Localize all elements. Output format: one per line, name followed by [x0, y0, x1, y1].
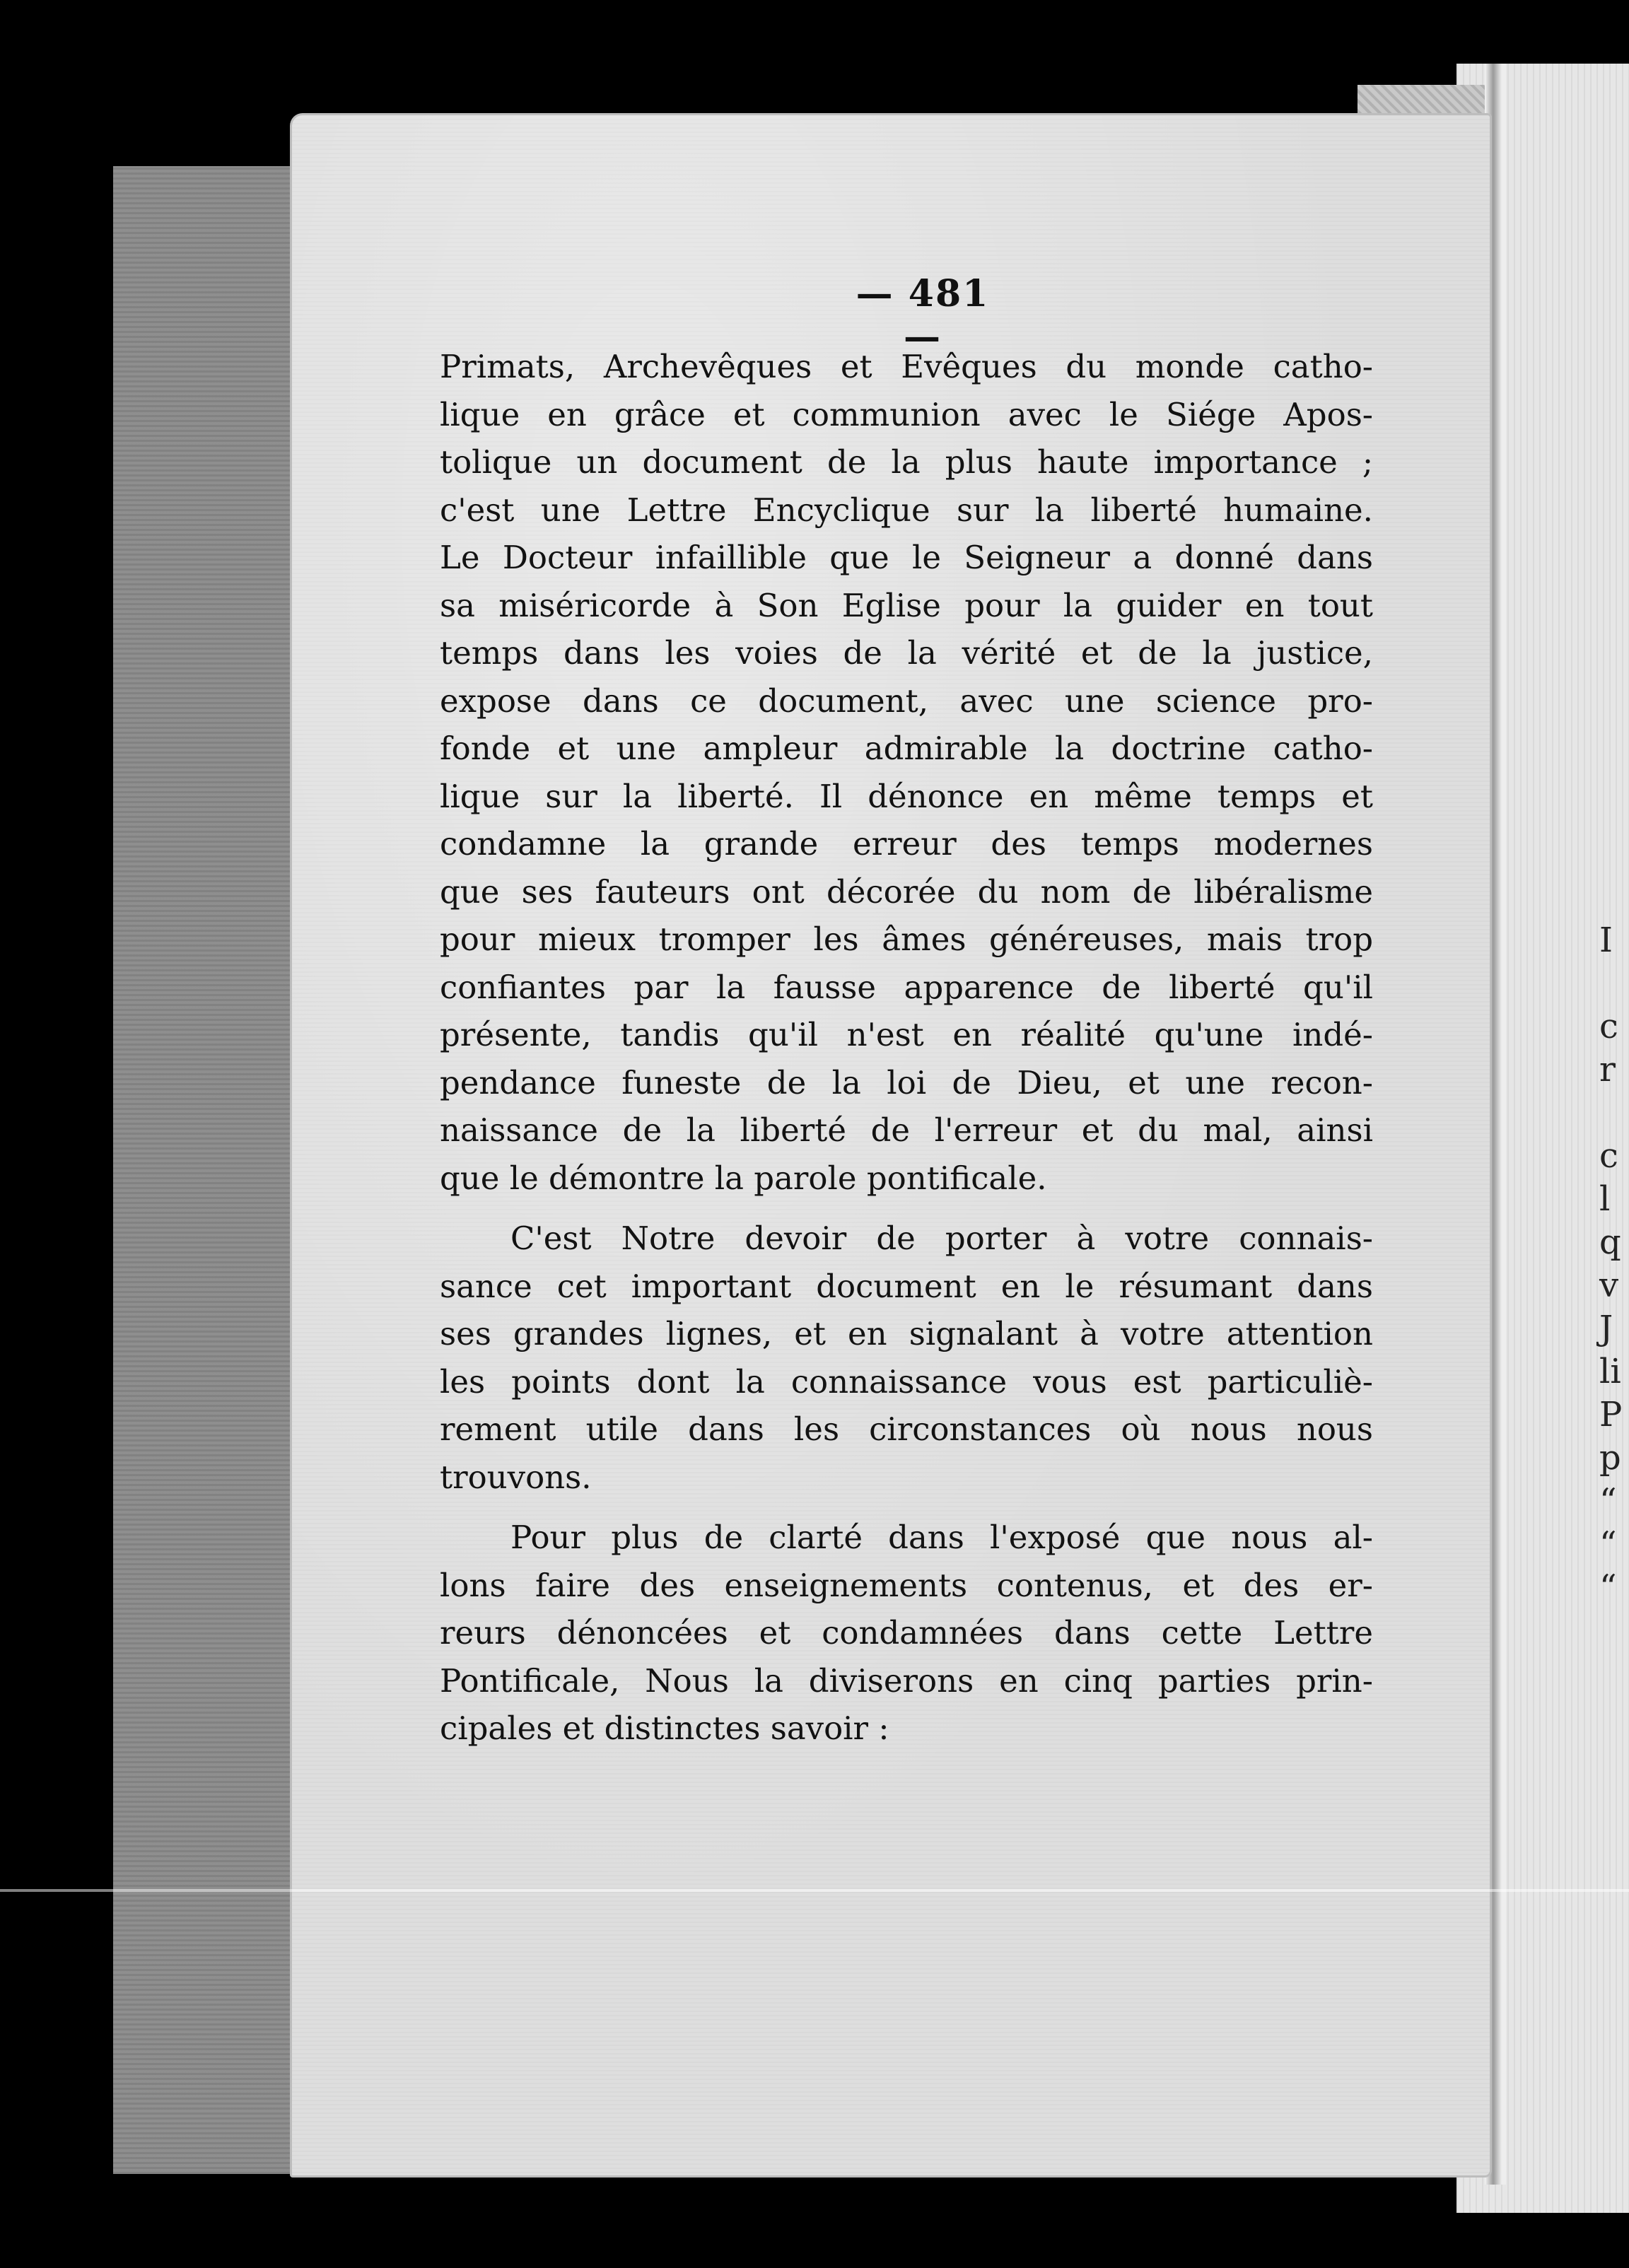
text-line: C'est Notre devoir de porter à votre connais- — [510, 1220, 1373, 1257]
text-line: Primats, Archevêques et Evêques du monde catho- — [440, 348, 1373, 385]
facing-page-glyph: v — [1599, 1265, 1619, 1305]
facing-page-glyphs — [1599, 919, 1629, 1609]
text-line: fonde et une ampleur admirable la doctrine catho- — [440, 730, 1373, 767]
text-line: rement utile dans les circonstances où nous nous — [440, 1410, 1373, 1448]
paragraph-2 — [440, 1215, 1373, 1501]
text-line: c'est une Lettre Encyclique sur la liberté humaine. — [440, 491, 1373, 529]
facing-page-glyph: I — [1599, 920, 1613, 960]
text-line: pendance funeste de la loi de Dieu, et une recon- — [440, 1063, 1373, 1101]
facing-page-glyph: “ — [1599, 1567, 1617, 1607]
facing-page-glyph: p — [1599, 1438, 1621, 1478]
text-line: présente, tandis qu'il n'est en réalité qu'une indé- — [440, 1016, 1373, 1053]
facing-page-glyph: “ — [1599, 1481, 1617, 1521]
scan-artifact-line — [0, 1889, 1629, 1892]
text-line: cipales et distinctes savoir : — [440, 1709, 889, 1747]
page-text — [440, 343, 1373, 1753]
facing-page-glyph: P — [1599, 1395, 1623, 1434]
facing-page-glyph: J — [1599, 1309, 1613, 1348]
facing-page-glyph: q — [1599, 1222, 1621, 1262]
facing-page-glyph — [1599, 962, 1629, 1005]
text-line: temps dans les voies de la vérité et de la justice, — [440, 634, 1373, 672]
facing-page-glyph: c — [1599, 1007, 1618, 1046]
facing-page-glyph: “ — [1599, 1524, 1617, 1564]
text-line: les points dont la connaissance vous est particuliè- — [440, 1362, 1373, 1401]
text-line: condamne la grande erreur des temps modernes — [440, 825, 1373, 863]
text-line: naissance de la liberté de l'erreur et du mal, ainsi — [440, 1111, 1373, 1149]
text-line: pour mieux tromper les âmes généreuses, mais trop — [440, 920, 1373, 958]
text-line: lons faire des enseignements contenus, et des er- — [440, 1566, 1373, 1604]
paragraph-1 — [440, 343, 1373, 1202]
text-line: trouvons. — [440, 1458, 592, 1496]
text-line: sance cet important document en le résumant dans — [440, 1267, 1373, 1305]
text-line: reurs dénoncées et condamnées dans cette Lettre — [440, 1614, 1373, 1652]
facing-page-glyph: c — [1599, 1136, 1618, 1176]
text-line: Le Docteur infaillible que le Seigneur a donné dans — [440, 539, 1373, 576]
paragraph-3 — [440, 1514, 1373, 1753]
text-line: lique sur la liberté. Il dénonce en même temps et — [440, 777, 1373, 815]
facing-page-glyph: r — [1599, 1050, 1616, 1089]
page-number: — 481 — — [856, 272, 990, 358]
text-line: lique en grâce et communion avec le Siége Apos- — [440, 395, 1373, 433]
text-line: expose dans ce document, avec une science pro- — [440, 682, 1373, 720]
text-line: tolique un document de la plus haute importance ; — [440, 443, 1373, 481]
text-line: ses grandes lignes, et en signalant à votre attention — [440, 1315, 1373, 1352]
facing-page-glyph — [1599, 1092, 1629, 1135]
text-line: confiantes par la fausse apparence de liberté qu'il — [440, 968, 1373, 1006]
text-line: sa miséricorde à Son Eglise pour la guider en tout — [440, 586, 1373, 624]
text-line: que le démontre la parole pontificale. — [440, 1159, 1047, 1197]
facing-page-glyph: l — [1599, 1179, 1611, 1219]
text-line: Pour plus de clarté dans l'exposé que nous al- — [510, 1519, 1373, 1556]
facing-page-glyph: li — [1599, 1352, 1621, 1391]
text-line: Pontificale, Nous la diviserons en cinq parties prin- — [440, 1661, 1373, 1700]
text-line: que ses fauteurs ont décorée du nom de libéralisme — [440, 872, 1373, 911]
